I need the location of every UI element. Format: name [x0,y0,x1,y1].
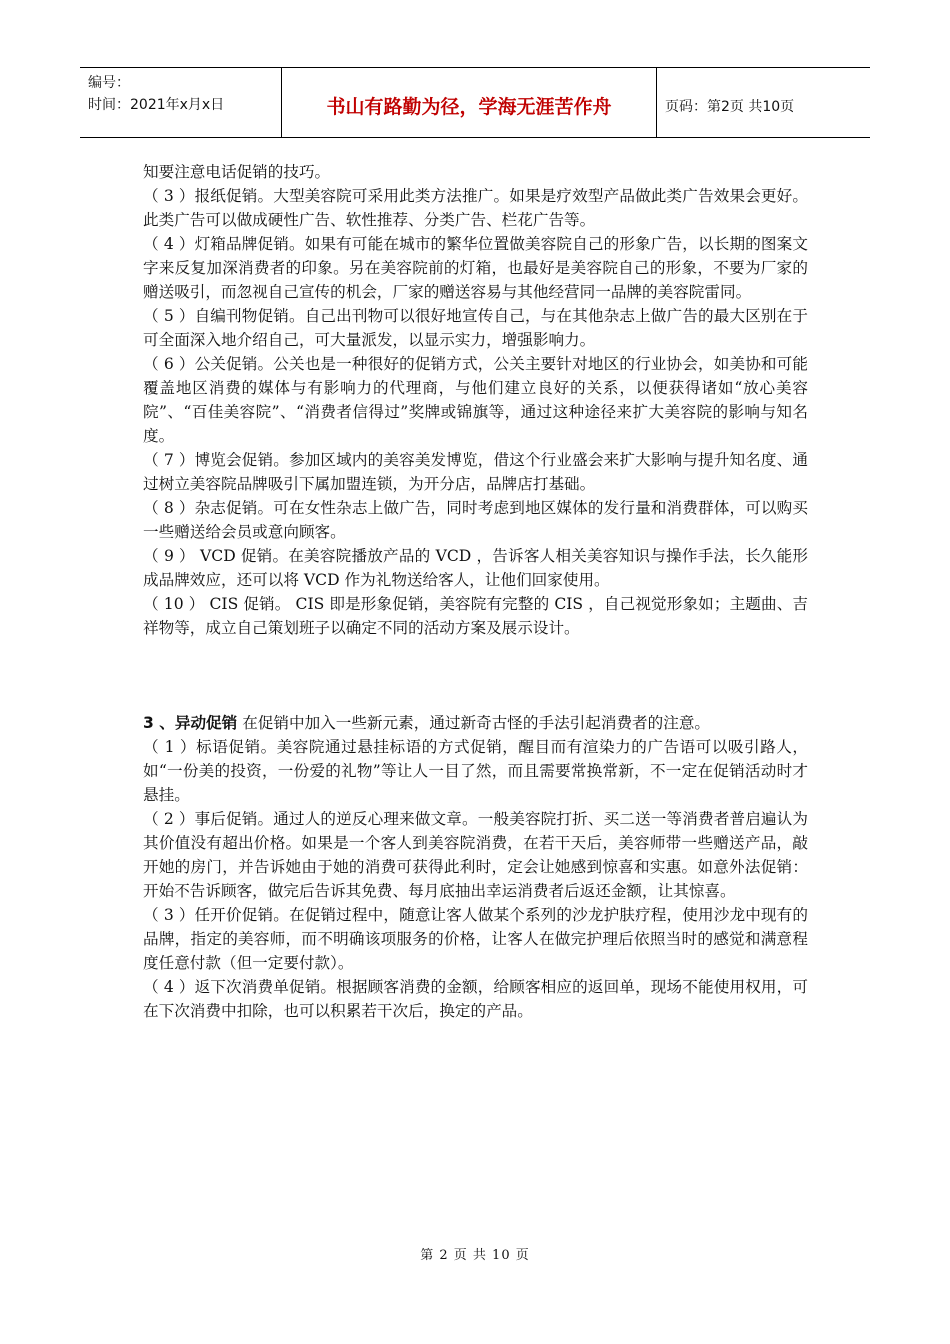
section-3-intro: 在促销中加入一些新元素，通过新奇古怪的手法引起消费者的注意。 [237,714,711,732]
section-3 [143,711,808,735]
paragraph: （ 5 ）自编刊物促销。自己出刊物可以很好地宣传自己，与在其他杂志上做广告的最大区别在于可全面深入地介绍自己，可大量派发，以显示实力，增强影响力。 [143,307,808,349]
section-3-heading: 3 、异动促销 [143,714,238,732]
paragraph: （ 6 ）公关促销。公关也是一种很好的促销方式，公关主要针对地区的行业协会，如美协和可能覆盖地区消费的媒体与有影响力的代理商，与他们建立良好的关系，以便获得诸如“放心美容院”、“百佳美容院”、“消费者信得过”奖牌或锦旗等，通过这种途径来扩大美容院的影响与知名度。 [143,355,808,445]
paragraph: （ 8 ）杂志促销。可在女性杂志上做广告，同时考虑到地区媒体的发行量和消费群体，可以购买一些赠送给会员或意向顾客。 [143,499,808,541]
paragraph: （ 10 ） CIS 促销。 CIS 即是形象促销，美容院有完整的 CIS ，自己视觉形象如；主题曲、吉祥物等，成立自己策划班子以确定不同的活动方案及展示设计。 [143,595,808,637]
header-motto: 书山有路勤为径，学海无涯苦作舟 [282,68,657,137]
paragraph: （ 3 ）任开价促销。在促销过程中，随意让客人做某个系列的沙龙护肤疗程，使用沙龙中现有的品牌，指定的美容师，而不明确该项服务的价格，让客人在做完护理后依照当时的感觉和满意程度任意付款（但一定要付款）。 [143,906,808,972]
paragraph: （ 3 ）报纸促销。大型美容院可采用此类方法推广。如果是疗效型产品做此类广告效果会更好。此类广告可以做成硬性广告、软性推荐、分类广告、栏花广告等。 [143,187,808,229]
paragraph: 知要注意电话促销的技巧。 [143,163,331,181]
paragraph: （ 4 ）返下次消费单促销。根据顾客消费的金额，给顾客相应的返回单，现场不能使用权用，可在下次消费中扣除，也可以积累若干次后，换定的产品。 [143,978,808,1020]
page-footer: 第 2 页 共 10 页 [420,1248,530,1263]
paragraph: （ 2 ）事后促销。通过人的逆反心理来做文章。一般美容院打折、买二送一等消费者普启遍认为其价值没有超出价格。如果是一个客人到美容院消费，在若干天后，美容师带一些赠送产品，敲开她的房门，并告诉她由于她的消费可获得此利时，定会让她感到惊喜和实惠。如意外法促销：开始不告诉顾客，做完后告诉其免费、每月底抽出幸运消费者后返还金额，让其惊喜。 [143,810,808,900]
paragraph: （ 7 ）博览会促销。参加区域内的美容美发博览，借这个行业盛会来扩大影响与提升知名度、通过树立美容院品牌吸引下属加盟连锁，为开分店，品牌店打基础。 [143,451,808,493]
paragraph: （ 4 ）灯箱品牌促销。如果有可能在城市的繁华位置做美容院自己的形象广告，以长期的图案文字来反复加深消费者的印象。另在美容院前的灯箱，也最好是美容院自己的形象，不要为厂家的赠送吸引，而忽视自己宣传的机会，厂家的赠送容易与其他经营同一品牌的美容院雷同。 [143,235,808,301]
page-header [80,67,870,138]
time-label: 时间：2021年x月x日 [88,97,225,113]
paragraph: （ 1 ）标语促销。美容院通过悬挂标语的方式促销，醒目而有渲染力的广告语可以吸引路人，如“一份美的投资，一份爱的礼物”等让人一目了然，而且需要常换常新，不一定在促销活动时才悬挂。 [143,738,808,804]
serial-label: 编号： [88,75,130,91]
header-meta [80,68,282,137]
header-page-label: 页码：第2页 共10页 [665,98,795,115]
section-spacer [143,640,808,711]
paragraph: （ 9 ） VCD 促销。在美容院播放产品的 VCD ，告诉客人相关美容知识与操作手法，长久能形成品牌效应，还可以将 VCD 作为礼物送给客人，让他们回家使用。 [143,547,808,589]
document-body [143,160,808,1023]
